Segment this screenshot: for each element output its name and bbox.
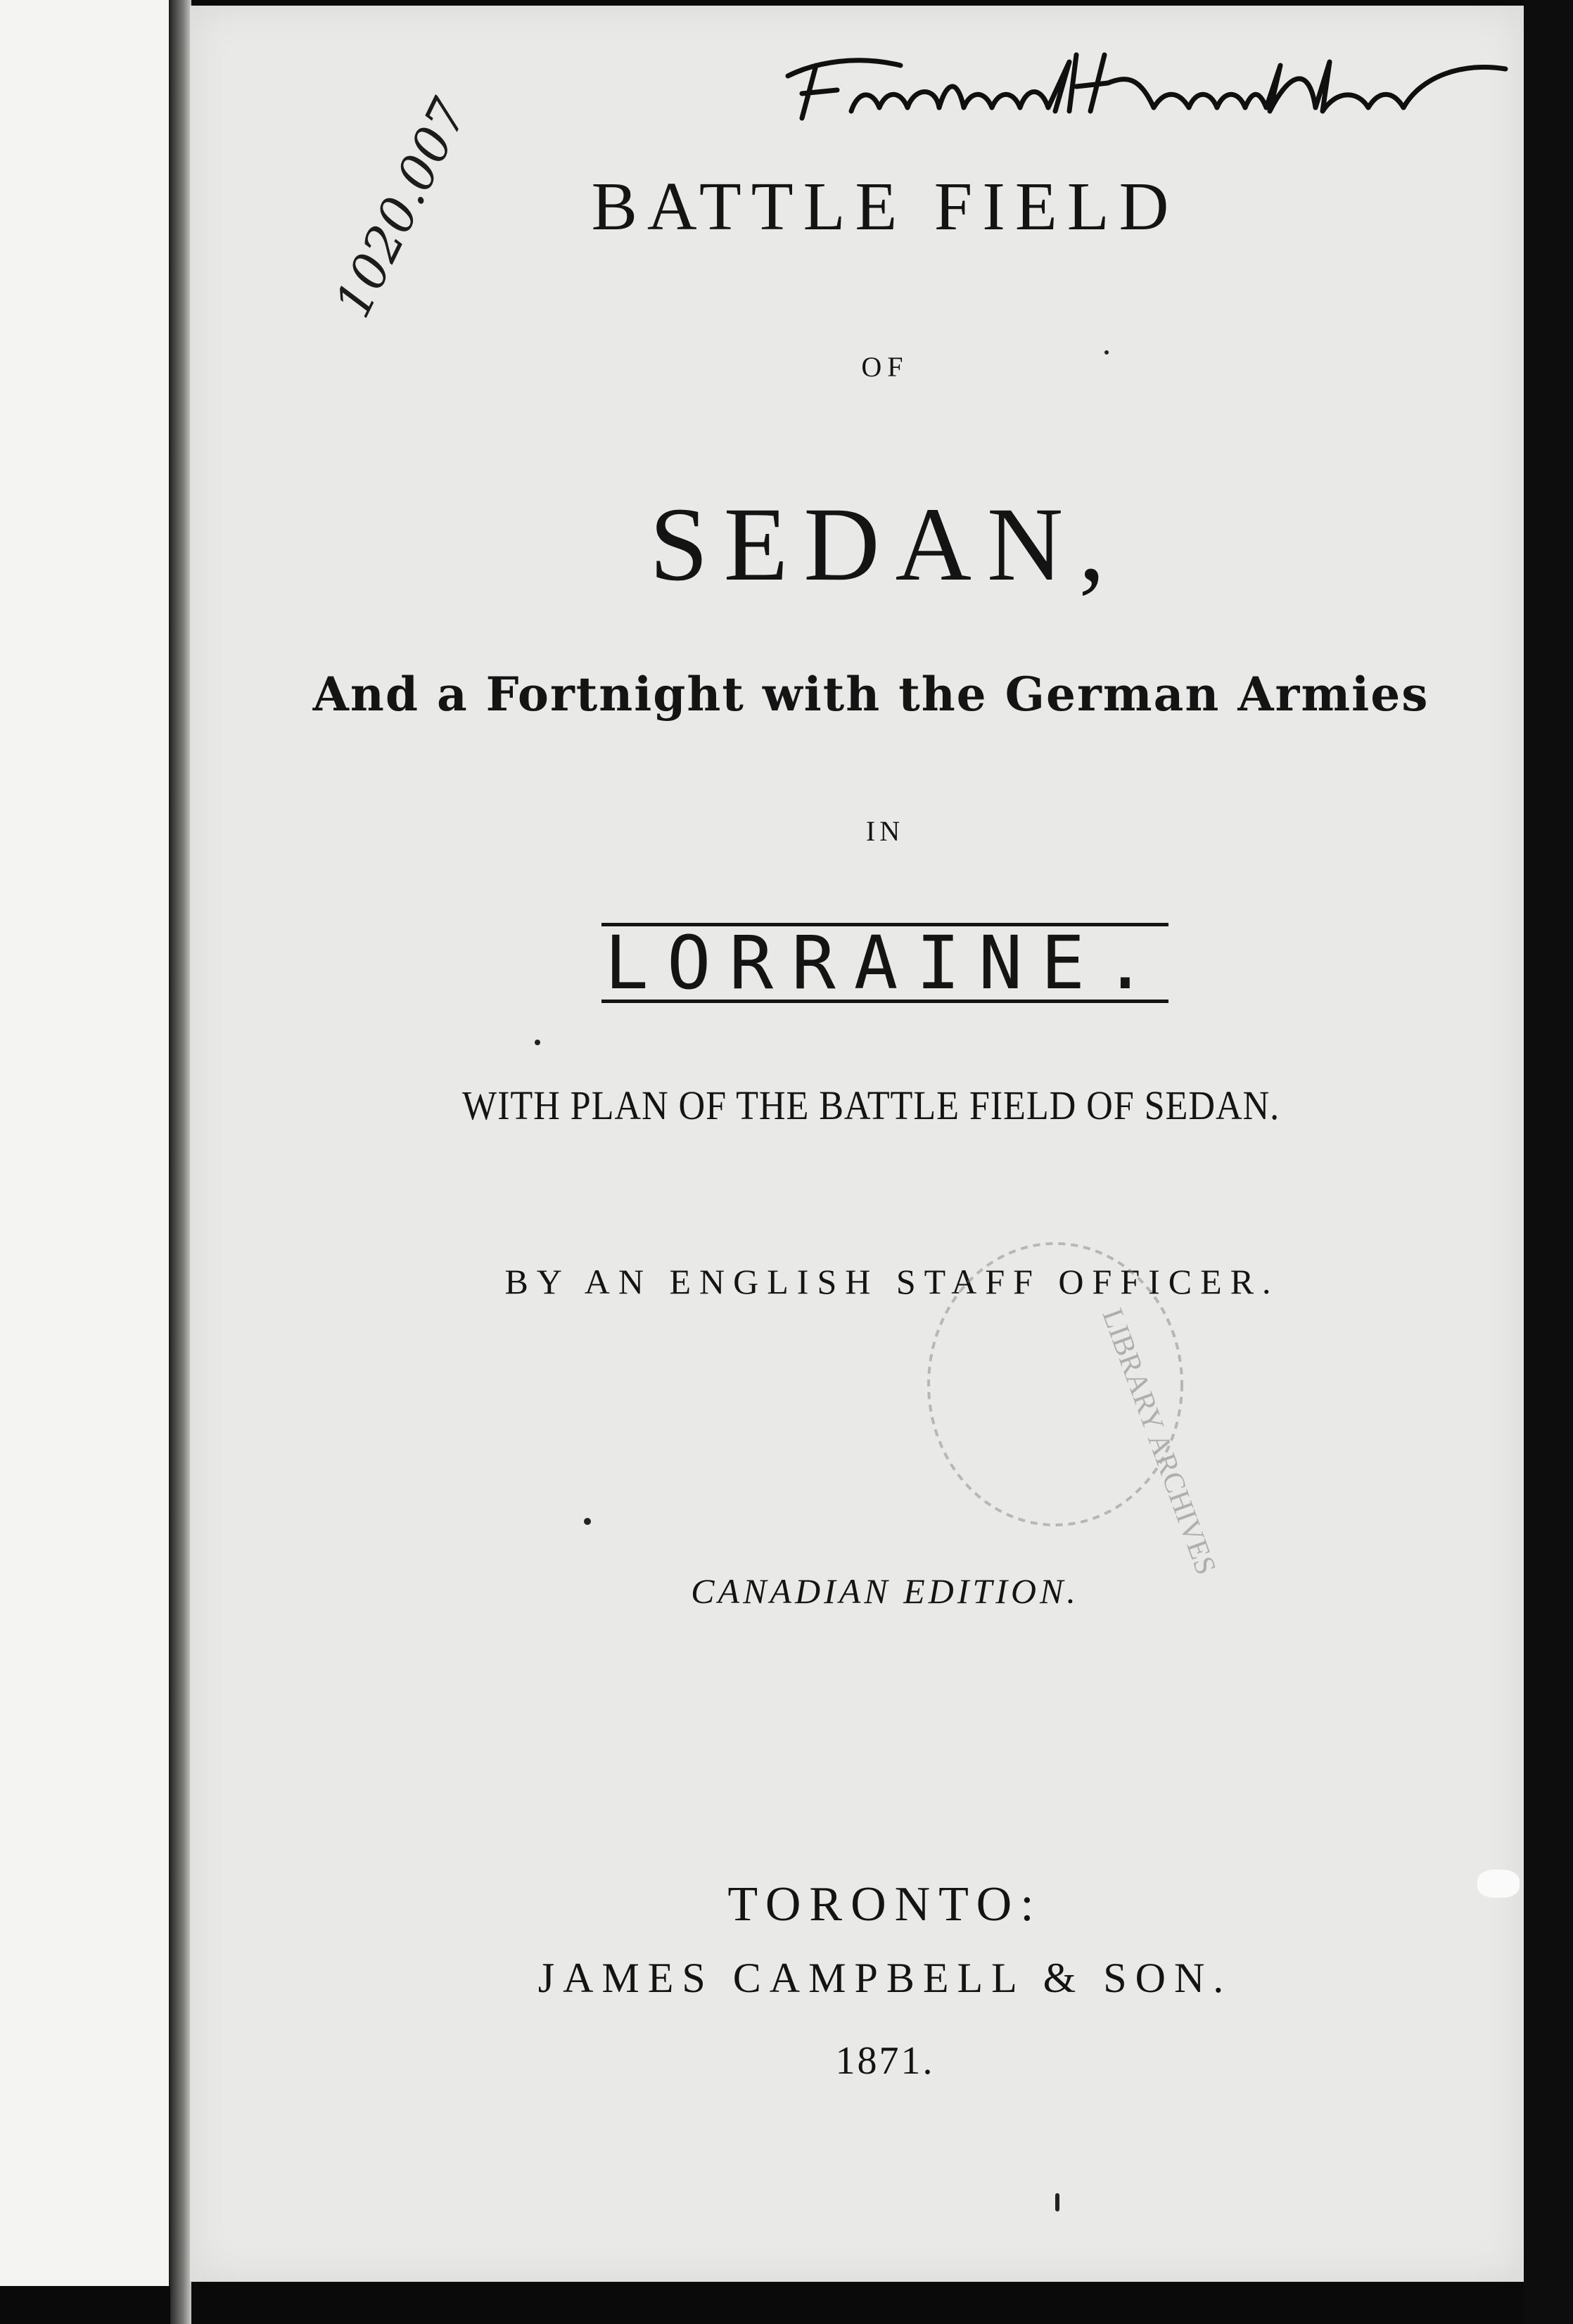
imprint-year: 1871. xyxy=(835,2039,935,2083)
imprint-city: TORONTO: xyxy=(727,1877,1043,1932)
paper-speck xyxy=(535,1040,540,1045)
title-connector-in: IN xyxy=(865,815,905,847)
paper-damage-fleck xyxy=(1477,1870,1520,1898)
book-gutter xyxy=(170,0,191,2324)
plan-note: WITH PLAN OF THE BATTLE FIELD OF SEDAN. xyxy=(461,1083,1280,1128)
library-stamp-text: LIBRARY ARCHIVES xyxy=(1095,1304,1223,1579)
handwritten-accession-number: 1020.007 xyxy=(324,89,479,326)
subtitle-blackletter: And a Fortnight with the German Armies xyxy=(312,667,1429,722)
library-stamp xyxy=(908,1230,1223,1579)
title-place-sedan: SEDAN, xyxy=(649,486,1121,603)
title-region-lorraine-text: LORRAINE. xyxy=(601,923,1168,1003)
paper-speck xyxy=(1055,2193,1059,2211)
paper-speck xyxy=(1104,350,1109,355)
title-page xyxy=(190,6,1524,2282)
author-byline: BY AN ENGLISH STAFF OFFICER. xyxy=(504,1262,1280,1301)
paper-speck xyxy=(584,1518,591,1525)
title-region-lorraine xyxy=(218,920,1552,1006)
title-line-battle-field: BATTLE FIELD xyxy=(591,169,1179,245)
title-connector-of: OF xyxy=(861,351,909,383)
handwritten-signature xyxy=(774,34,1520,139)
imprint-publisher: JAMES CAMPBELL & SON. xyxy=(537,1955,1233,2001)
edition-statement: CANADIAN EDITION. xyxy=(691,1571,1079,1611)
blank-flyleaf xyxy=(0,0,170,2286)
